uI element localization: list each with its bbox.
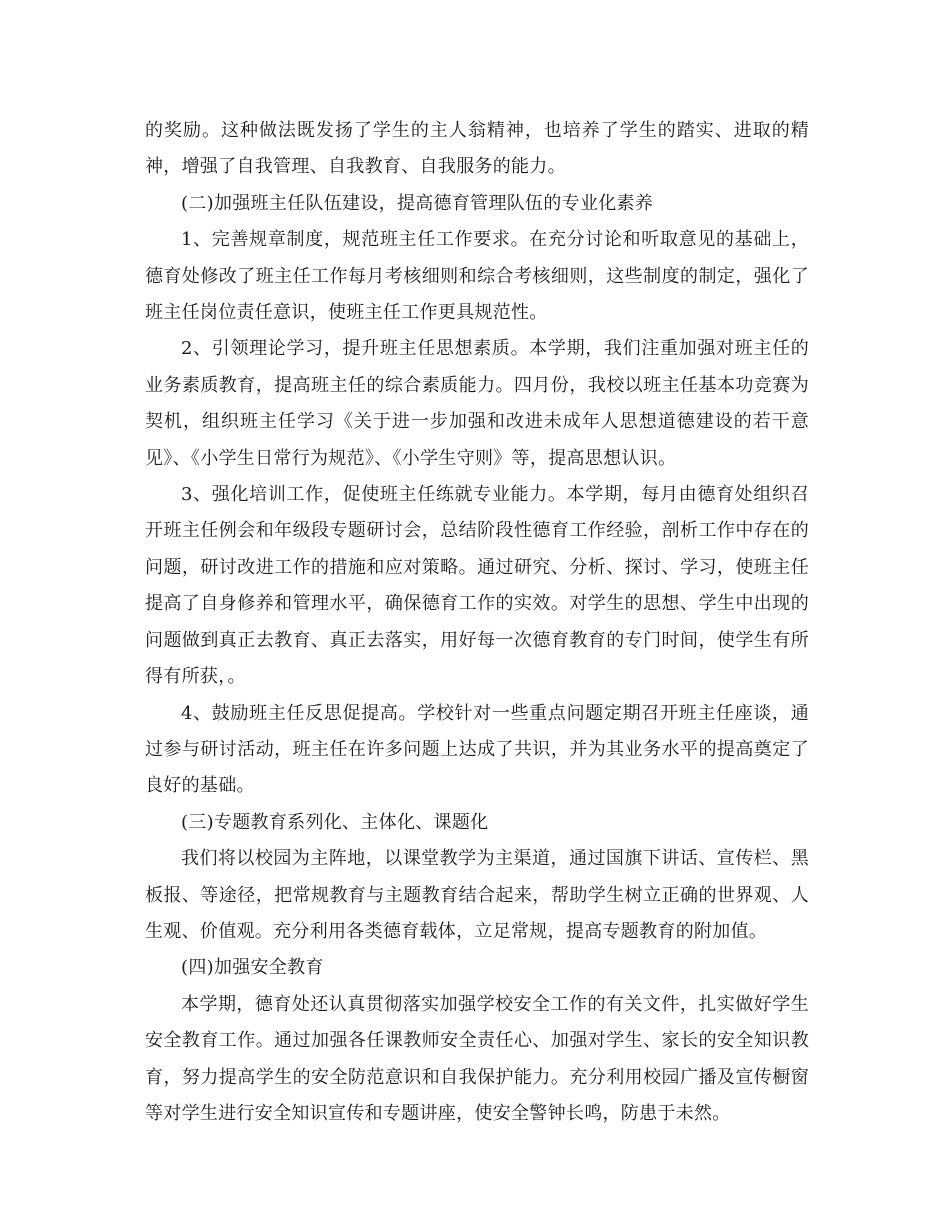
section-heading-4: (四)加强安全教育 [181,957,324,979]
paragraph-item-3: 3、强化培训工作，促使班主任练就专业能力。本学期，每月由德育处组织召开班主任例会和年级段专题研讨会，总结阶段性德育工作经验，剖析工作中存在的问题，研讨改进工作的措施和应对策略。通过研究、分析、探讨、学习，使班主任提高了自身修养和管理水平，确保德育工作的实效。对学生的思想、学生中出现的问题做到真正去教育、真正去落实，用好每一次德育教育的专门时间，使学生有所得有所获，。 [145,484,809,688]
section-heading-2: (二)加强班主任队伍建设，提高德育管理队伍的专业化素养 [181,192,654,214]
paragraph-safety-education: 本学期，德育处还认真贯彻落实加强学校安全工作的有关文件，扎实做好学生安全教育工作。通过加强各任课教师安全责任心、加强对学生、家长的安全知识教育，努力提高学生的安全防范意识和自我保护能力。充分利用校园广播及宣传橱窗等对学生进行安全知识宣传和专题讲座，使安全警钟长鸣，防患于未然。 [145,993,809,1124]
paragraph-item-4: 4、鼓励班主任反思促提高。学校针对一些重点问题定期召开班主任座谈，通过参与研讨活动，班主任在许多问题上达成了共识，并为其业务水平的提高奠定了良好的基础。 [145,702,809,797]
section-heading-3: (三)专题教育系列化、主体化、课题化 [181,811,489,833]
paragraph-topic-education: 我们将以校园为主阵地，以课堂教学为主渠道，通过国旗下讲话、宣传栏、黑板报、等途径，把常规教育与主题教育结合起来，帮助学生树立正确的世界观、人生观、价值观。充分利用各类德育载体，立足常规，提高专题教育的附加值。 [145,848,809,942]
paragraph-item-2: 2、引领理论学习，提升班主任思想素质。本学期，我们注重加强对班主任的业务素质教育，提高班主任的综合素质能力。四月份，我校以班主任基本功竞赛为契机，组织班主任学习《关于进一步加强和改进未成年人思想道德建设的若干意见》、《小学生日常行为规范》、《小学生守则》等，提高思想认识。 [145,338,809,469]
paragraph-item-1: 1、完善规章制度，规范班主任工作要求。在充分讨论和听取意见的基础上，德育处修改了班主任工作每月考核细则和综合考核细则，这些制度的制定，强化了班主任岗位责任意识，使班主任工作更具规范性。 [145,229,809,324]
paragraph-continuation: 的奖励。这种做法既发扬了学生的主人翁精神，也培养了学生的踏实、进取的精神，增强了自我管理、自我教育、自我服务的能力。 [145,120,809,178]
document-body [145,113,809,1132]
